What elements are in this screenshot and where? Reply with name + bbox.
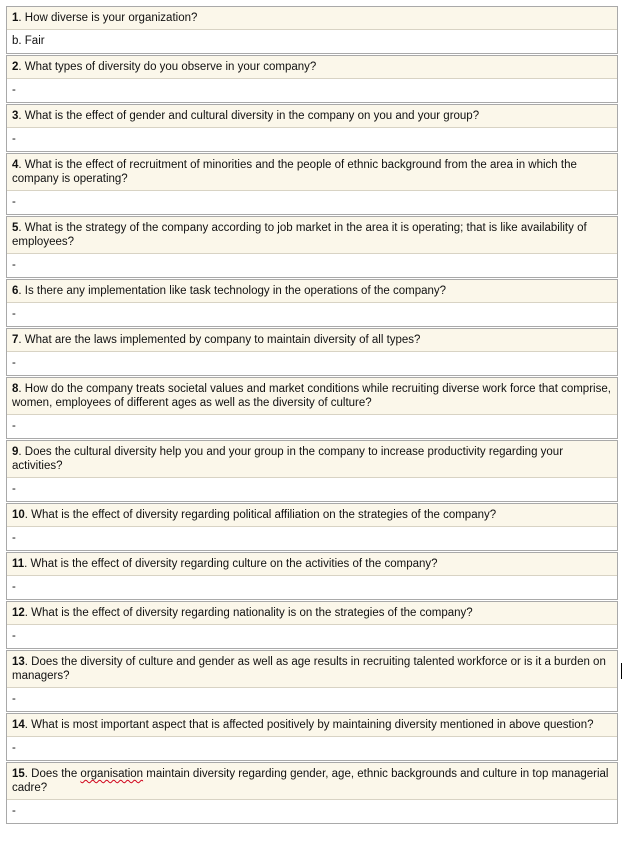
- question-row: [7, 154, 617, 191]
- question-row: [7, 56, 617, 79]
- answer-text: b. Fair: [12, 35, 45, 47]
- answer-row: [7, 415, 617, 438]
- question-text: . What is the strategy of the company according to job market in the area it is operating; that is like availability of employees?: [12, 222, 587, 248]
- question-text: . What is the effect of gender and cultural diversity in the company on you and your group?: [18, 110, 480, 122]
- answer-text: -: [12, 532, 16, 544]
- question-block: [6, 377, 618, 439]
- question-row: [7, 553, 617, 576]
- question-row: [7, 280, 617, 303]
- question-block: [6, 601, 618, 649]
- answer-text: -: [12, 483, 16, 495]
- question-row: [7, 714, 617, 737]
- question-row: [7, 504, 617, 527]
- question-number: 3: [12, 110, 19, 122]
- answer-row: [7, 30, 617, 53]
- question-row: [7, 763, 617, 800]
- answer-text: -: [12, 420, 16, 432]
- question-block: [6, 153, 618, 215]
- question-number: 13: [12, 656, 25, 668]
- answer-text: -: [12, 805, 16, 817]
- answer-row: [7, 79, 617, 102]
- spellcheck-flagged-word[interactable]: organisation: [80, 768, 144, 780]
- question-number: 1: [12, 12, 19, 24]
- question-number: 4: [12, 159, 19, 171]
- question-text: . How diverse is your organization?: [18, 12, 198, 24]
- question-text: . What types of diversity do you observe in your company?: [18, 61, 317, 73]
- question-number: 15: [12, 768, 25, 780]
- question-number: 10: [12, 509, 25, 521]
- question-number: 8: [12, 383, 19, 395]
- question-block: [6, 762, 618, 824]
- answer-row: [7, 688, 617, 711]
- answer-text: -: [12, 630, 16, 642]
- answer-row: [7, 527, 617, 550]
- question-text: . What is the effect of diversity regarding political affiliation on the strategies of the company?: [24, 509, 497, 521]
- answer-text: -: [12, 742, 16, 754]
- question-row: [7, 441, 617, 478]
- answer-row: [7, 191, 617, 214]
- answer-row: [7, 737, 617, 760]
- answer-text: -: [12, 308, 16, 320]
- question-block: [6, 713, 618, 761]
- question-text: . What is the effect of diversity regarding culture on the activities of the company?: [24, 558, 438, 570]
- answer-text: -: [12, 84, 16, 96]
- question-row: [7, 217, 617, 254]
- question-number: 6: [12, 285, 19, 297]
- question-number: 5: [12, 222, 19, 234]
- question-block: [6, 6, 618, 54]
- question-row: [7, 105, 617, 128]
- question-block: [6, 440, 618, 502]
- survey-table: [6, 6, 618, 825]
- question-text: . What is the effect of recruitment of minorities and the people of ethnic background from the area in which the company is operating?: [12, 159, 577, 185]
- text-cursor-mark: [621, 663, 622, 679]
- question-block: [6, 55, 618, 103]
- question-number: 7: [12, 334, 19, 346]
- question-number: 14: [12, 719, 25, 731]
- answer-text: -: [12, 259, 16, 271]
- answer-row: [7, 800, 617, 823]
- question-block: [6, 650, 618, 712]
- question-text-start: . Does the: [24, 768, 81, 780]
- question-text: . What is most important aspect that is affected positively by maintaining diversity mentioned in above question?: [24, 719, 594, 731]
- answer-row: [7, 352, 617, 375]
- question-text-end: maintain diversity regarding gender, age, ethnic backgrounds and culture in top managerial cadre?: [12, 768, 609, 794]
- answer-text: -: [12, 357, 16, 369]
- question-block: [6, 279, 618, 327]
- answer-row: [7, 128, 617, 151]
- question-text: . What are the laws implemented by company to maintain diversity of all types?: [18, 334, 421, 346]
- question-number: 12: [12, 607, 25, 619]
- question-row: [7, 329, 617, 352]
- question-block: [6, 216, 618, 278]
- question-row: [7, 602, 617, 625]
- question-text: . Is there any implementation like task technology in the operations of the company?: [18, 285, 447, 297]
- question-number: 2: [12, 61, 19, 73]
- answer-row: [7, 303, 617, 326]
- answer-text: -: [12, 693, 16, 705]
- question-text: . Does the diversity of culture and gender as well as age results in recruiting talented workforce or is it a burden on managers?: [12, 656, 606, 682]
- answer-text: -: [12, 581, 16, 593]
- question-block: [6, 503, 618, 551]
- question-block: [6, 552, 618, 600]
- question-row: [7, 378, 617, 415]
- answer-row: [7, 625, 617, 648]
- question-number: 11: [12, 558, 25, 570]
- answer-row: [7, 478, 617, 501]
- answer-row: [7, 254, 617, 277]
- question-text: . How do the company treats societal values and market conditions while recruiting diverse work force that comprise, women, employees of different ages as well as the diversity of culture?: [12, 383, 611, 409]
- answer-row: [7, 576, 617, 599]
- question-text: . Does the cultural diversity help you and your group in the company to increase productivity regarding your activities?: [12, 446, 564, 472]
- question-row: [7, 651, 617, 688]
- question-text: . What is the effect of diversity regarding nationality is on the strategies of the company?: [24, 607, 473, 619]
- question-block: [6, 104, 618, 152]
- answer-text: -: [12, 133, 16, 145]
- question-number: 9: [12, 446, 19, 458]
- answer-text: -: [12, 196, 16, 208]
- question-row: [7, 7, 617, 30]
- question-block: [6, 328, 618, 376]
